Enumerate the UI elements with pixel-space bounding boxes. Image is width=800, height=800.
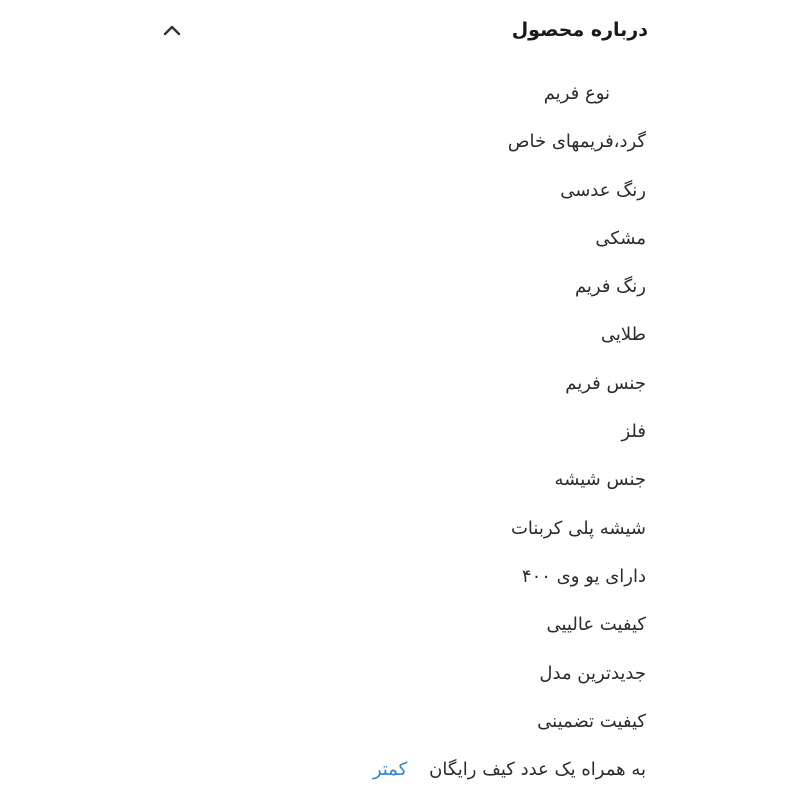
spec-line: رنگ عدسی <box>560 179 646 201</box>
spec-line: نوع فریم <box>543 83 610 104</box>
spec-line: طلایی <box>600 324 646 346</box>
spec-line: دارای یو وی ۴۰۰ <box>521 565 646 587</box>
spec-list <box>126 70 646 794</box>
spec-line: فلز <box>621 421 646 443</box>
spec-text: به همراه یک عدد کیف رایگان <box>429 759 646 781</box>
spec-line: جنس شیشه <box>554 469 646 491</box>
section-title: درباره محصول <box>511 19 648 41</box>
spec-line: شیشه پلی کربنات <box>510 517 646 539</box>
show-less-link[interactable]: کمتر <box>372 759 408 781</box>
spec-line: جنس فریم <box>565 372 646 394</box>
spec-line: جدیدترین مدل <box>539 662 646 684</box>
spec-line: رنگ فریم <box>574 276 646 298</box>
spec-line: کیفیت تضمینی <box>537 710 646 732</box>
chevron-up-icon <box>162 23 182 37</box>
spec-line: مشکی <box>595 227 646 249</box>
product-info-header <box>150 10 648 50</box>
collapse-button[interactable] <box>150 10 194 50</box>
spec-line: کیفیت عالییی <box>546 614 646 636</box>
spec-line-last <box>126 746 646 794</box>
spec-line: گرد،فریمهای خاص <box>507 131 646 153</box>
